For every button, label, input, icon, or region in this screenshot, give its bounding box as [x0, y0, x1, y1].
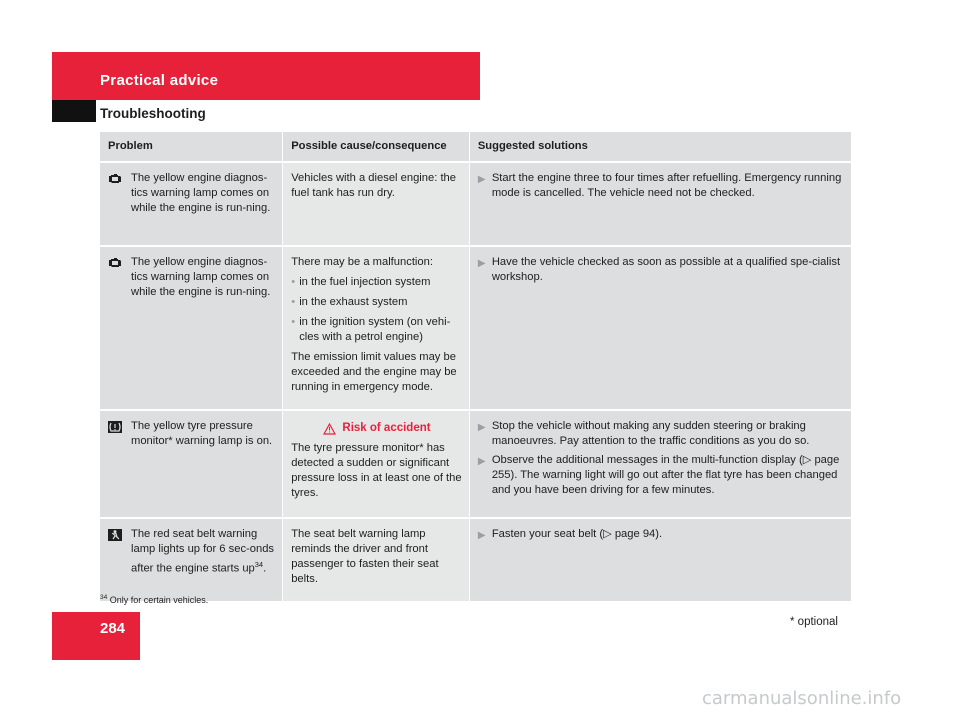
cause-bullet: [291, 315, 463, 345]
solution-text: Start the engine three to four times after refuelling. Emergency running mode is cancelled. The vehicle need not be checked.: [491, 172, 842, 199]
risk-warning: [291, 421, 463, 436]
cause-text: The seat belt warning lamp reminds the driver and front passenger to fasten their seat belts.: [291, 528, 439, 585]
cause-text: The tyre pressure monitor* has detected a sudden or significant pressure loss in at least one of the tyres.: [291, 442, 462, 499]
optional-note: * optional: [790, 616, 838, 628]
step-arrow-icon: ▶: [477, 174, 486, 185]
problem-text-end: .: [263, 562, 267, 575]
step-arrow-icon: ▶: [477, 456, 486, 467]
bullet-dot-icon: •: [291, 296, 296, 308]
solutions-cell: [469, 518, 851, 601]
solution-step: [478, 527, 845, 543]
subsection-tab: [52, 100, 96, 122]
solution-text: Observe the additional messages in the multi-function display (▷ page 255). The warning light will go out after the flat tyre has been changed and you have been driving for a few minutes.: [491, 454, 840, 496]
bullet-dot-icon: •: [291, 316, 296, 328]
table-header-row: [100, 132, 852, 162]
cause-bullet-text: in the ignition system (on vehi-cles with a petrol engine): [299, 316, 451, 343]
table-row: [100, 518, 852, 601]
solution-step: [478, 453, 845, 498]
footnote-number: 34: [100, 594, 108, 601]
problem-text: The yellow engine diagnos-tics warning lamp comes on while the engine is run-ning.: [131, 172, 271, 214]
cause-cell: [283, 246, 470, 410]
solution-step: [478, 255, 845, 285]
bullet-dot-icon: •: [291, 276, 296, 288]
page-number-box: [52, 612, 140, 660]
table-row: [100, 410, 852, 518]
troubleshooting-table: [100, 132, 852, 601]
problem-cell: [100, 162, 283, 246]
cause-bullet-text: in the fuel injection system: [299, 276, 431, 288]
problem-cell: [100, 518, 283, 601]
solution-text: Fasten your seat belt (▷ page 94).: [491, 528, 663, 540]
footnote: [100, 594, 208, 605]
warning-triangle-icon: [323, 423, 336, 435]
cause-outro: The emission limit values may be exceeded and the engine may be running in emergency mode.: [291, 351, 457, 393]
problem-cell: [100, 410, 283, 518]
cause-bullet: [291, 295, 463, 310]
column-header-problem: Problem: [100, 132, 283, 162]
solution-text: Have the vehicle checked as soon as possible at a qualified spe-cialist workshop.: [491, 256, 841, 283]
footnote-ref: 34: [254, 560, 264, 569]
solution-text: Stop the vehicle without making any sudden steering or braking manoeuvres. Pay attention to the traffic conditions as you do so.: [491, 420, 810, 447]
page-subtitle: Troubleshooting: [100, 106, 206, 121]
problem-text: The yellow tyre pressure monitor* warning lamp is on.: [131, 420, 273, 447]
step-arrow-icon: ▶: [477, 530, 486, 541]
table-row: [100, 246, 852, 410]
cause-bullet-text: in the exhaust system: [299, 296, 408, 308]
solution-step: [478, 419, 845, 449]
tyre-pressure-icon: [108, 421, 122, 433]
engine-icon: [108, 173, 122, 185]
step-arrow-icon: ▶: [477, 422, 486, 433]
page-number: 284: [100, 620, 126, 637]
problem-text: The yellow engine diagnos-tics warning lamp comes on while the engine is run-ning.: [131, 256, 271, 298]
solution-step: [478, 171, 845, 201]
footnote-text: Only for certain vehicles.: [109, 595, 209, 605]
solutions-cell: [469, 162, 851, 246]
section-title: Practical advice: [100, 72, 219, 89]
step-arrow-icon: ▶: [477, 258, 486, 269]
cause-text: Vehicles with a diesel engine: the fuel tank has run dry.: [291, 172, 457, 199]
cause-cell: [283, 162, 470, 246]
cause-cell: [283, 410, 470, 518]
problem-text-main: The red seat belt warning lamp lights up for 6 sec-onds after the engine starts up: [131, 528, 275, 575]
problem-cell: [100, 246, 283, 410]
risk-label: Risk of accident: [342, 422, 431, 434]
column-header-cause: Possible cause/consequence: [283, 132, 470, 162]
cause-bullet: [291, 275, 463, 290]
solutions-cell: [469, 246, 851, 410]
problem-text: [131, 527, 276, 577]
cause-intro: There may be a malfunction:: [291, 256, 433, 268]
table-row: [100, 162, 852, 246]
column-header-solutions: Suggested solutions: [469, 132, 851, 162]
watermark: carmanualsonline.info: [702, 688, 902, 709]
cause-cell: [283, 518, 470, 601]
seat-belt-icon: [108, 529, 122, 541]
engine-icon: [108, 257, 122, 269]
solutions-cell: [469, 410, 851, 518]
